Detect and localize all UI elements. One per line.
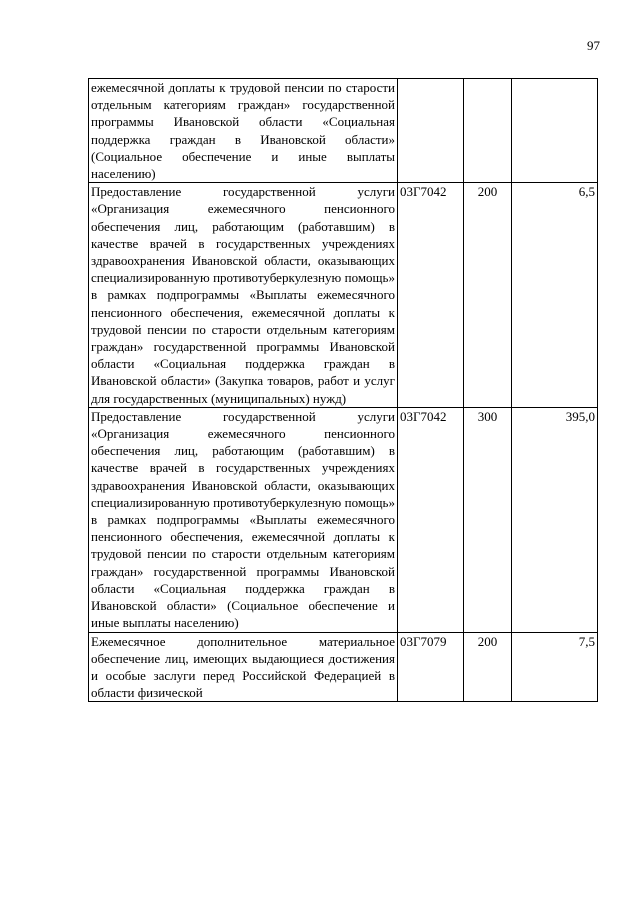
expense-name-cell: Предоставление государственной услуги «Организация ежемесячного пенсионного обеспечения лиц, работающим (работавшим) в качестве врачей в государственных учреждениях здравоохранения Ивановской области, оказывающих специализированную противотуберкулезную помощь» в рамках подпрограммы «Выплаты ежемесячного пенсионного обеспечения, ежемесячной доплаты к трудовой пенсии по старости отдельным категориям граждан» государственной программы Ивановской области «Социальная поддержка граждан в Ивановской области» (Социальное обеспечение и иные выплаты населению) [89, 407, 398, 632]
target-article-code-cell [398, 79, 464, 183]
table-row [89, 632, 598, 702]
target-article-code-cell: 03Г7042 [398, 407, 464, 632]
expense-name-cell: ежемесячной доплаты к трудовой пенсии по старости отдельным категориям граждан» государственной программы Ивановской области «Социальная поддержка граждан в Ивановской области» (Социальное обеспечение и иные выплаты населению) [89, 79, 398, 183]
amount-cell: 7,5 [512, 632, 598, 702]
expense-name-cell: Ежемесячное дополнительное материальное обеспечение лиц, имеющих выдающиеся достижения и особые заслуги перед Российской Федерацией в области физической [89, 632, 398, 702]
amount-cell: 395,0 [512, 407, 598, 632]
page-number: 97 [587, 38, 600, 53]
expense-name-cell: Предоставление государственной услуги «Организация ежемесячного пенсионного обеспечения лиц, работающим (работавшим) в качестве врачей в государственных учреждениях здравоохранения Ивановской области, оказывающих специализированную противотуберкулезную помощь» в рамках подпрограммы «Выплаты ежемесячного пенсионного обеспечения, ежемесячной доплаты к трудовой пенсии по старости отдельным категориям граждан» государственной программы Ивановской области «Социальная поддержка граждан в Ивановской области» (Закупка товаров, работ и услуг для государственных (муниципальных) нужд) [89, 183, 398, 408]
expense-type-cell: 200 [464, 183, 512, 408]
table-row [89, 79, 598, 183]
expense-type-cell: 200 [464, 632, 512, 702]
table-row [89, 407, 598, 632]
budget-table [88, 78, 598, 702]
expense-type-cell [464, 79, 512, 183]
expense-type-cell: 300 [464, 407, 512, 632]
amount-cell [512, 79, 598, 183]
target-article-code-cell: 03Г7079 [398, 632, 464, 702]
target-article-code-cell: 03Г7042 [398, 183, 464, 408]
table-row [89, 183, 598, 408]
amount-cell: 6,5 [512, 183, 598, 408]
